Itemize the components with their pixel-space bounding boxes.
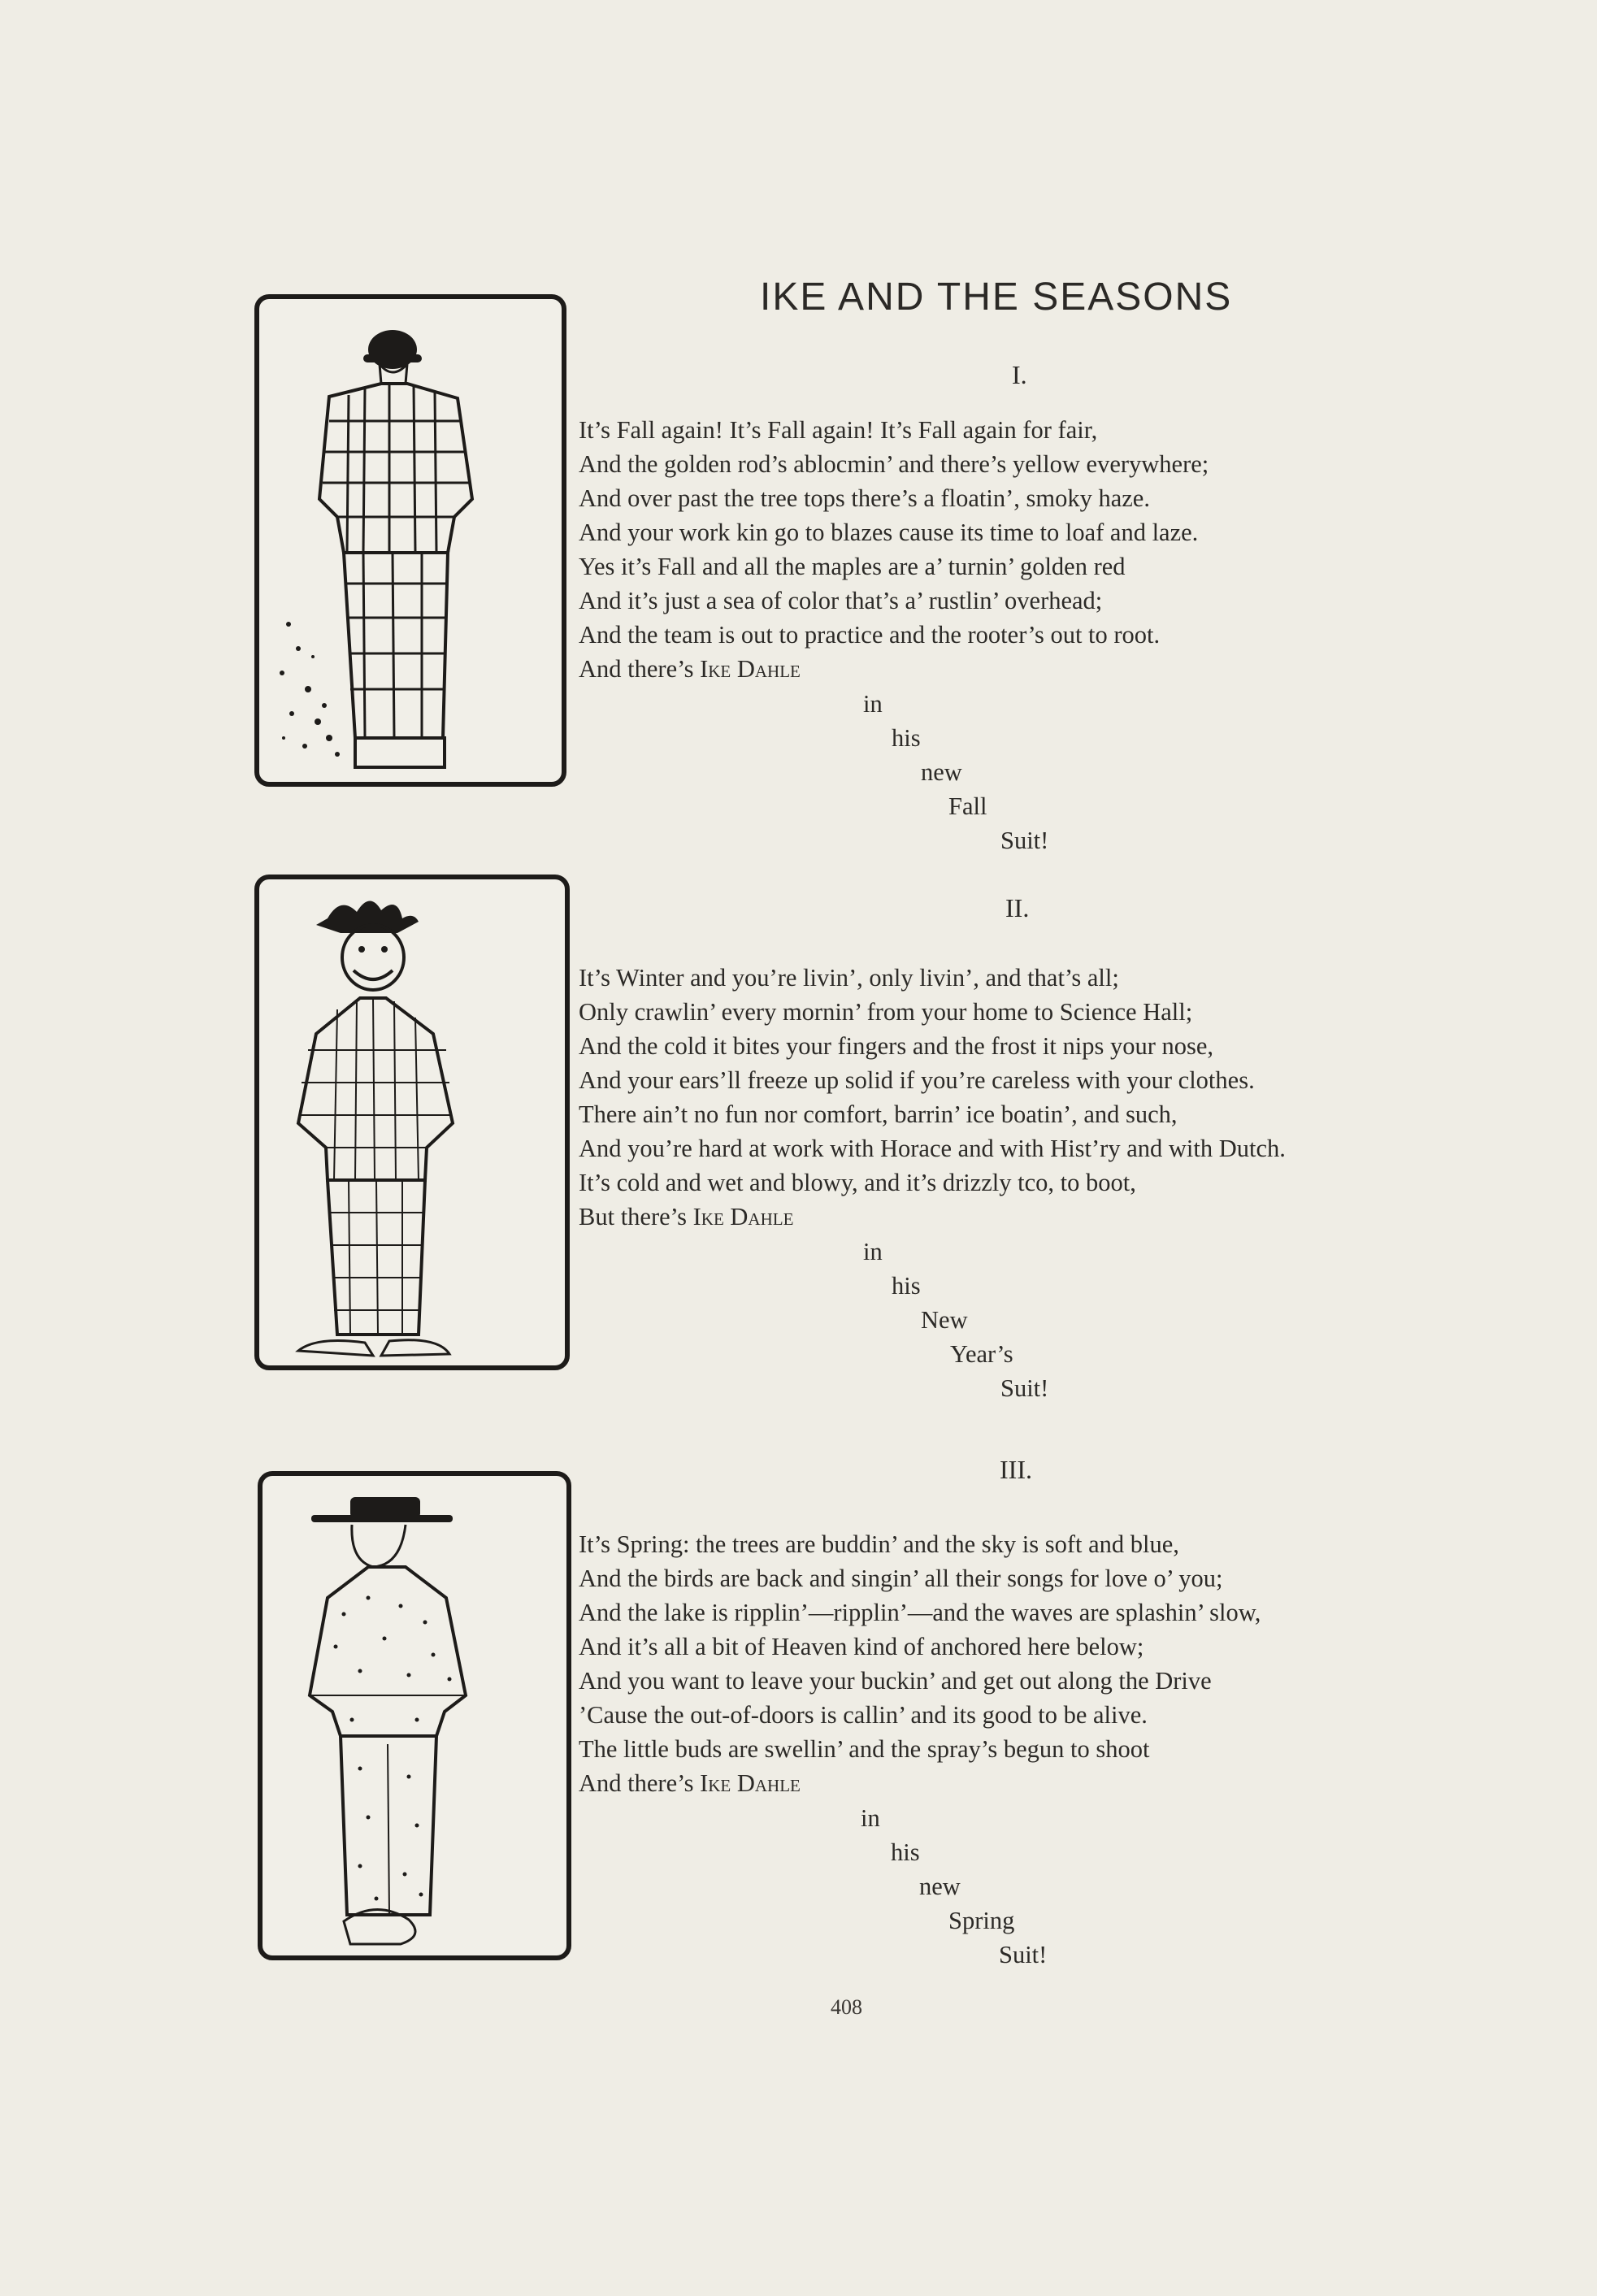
verse-line: And over past the tree tops there’s a floatin’, smoky haze.: [579, 484, 1150, 512]
step-word: new: [921, 758, 962, 786]
verse-line: It’s Winter and you’re livin’, only livin’, and that’s all;: [579, 964, 1119, 992]
verse-line: It’s Spring: the trees are buddin’ and the sky is soft and blue,: [579, 1530, 1179, 1558]
step-word: Fall: [948, 792, 987, 820]
stanza-spring: [579, 1527, 1261, 1800]
character-name: Ike Dahle: [700, 1769, 801, 1797]
illustration-spring: [258, 1471, 571, 1960]
verse-line: And the cold it bites your fingers and the frost it nips your nose,: [579, 1032, 1214, 1060]
stanza-winter: [579, 961, 1286, 1234]
checkered-suit-figure-icon: [259, 879, 565, 1365]
verse-line: And your work kin go to blazes cause its time to loaf and laze.: [579, 519, 1199, 546]
name-intro: And there’s: [579, 655, 694, 683]
character-name: Ike Dahle: [700, 655, 801, 683]
step-word: his: [891, 1838, 920, 1866]
verse-line: It’s cold and wet and blowy, and it’s drizzly tco, to boot,: [579, 1169, 1136, 1196]
verse-line: [579, 652, 1209, 686]
page-number: 408: [831, 1995, 862, 2019]
verse-line: And you want to leave your buckin’ and get out along the Drive: [579, 1667, 1212, 1695]
page-title: IKE AND THE SEASONS: [760, 276, 1233, 319]
verse-line: And your ears’ll freeze up solid if you’re careless with your clothes.: [579, 1066, 1255, 1094]
section-numeral: II.: [1005, 893, 1030, 922]
plaid-suit-figure-icon: [259, 299, 562, 782]
verse-line: And it’s all a bit of Heaven kind of anchored here below;: [579, 1633, 1144, 1660]
verse-line: And the lake is ripplin’—ripplin’—and the waves are splashin’ slow,: [579, 1599, 1261, 1626]
character-name: Ike Dahle: [692, 1203, 794, 1230]
name-intro: But there’s: [579, 1203, 687, 1230]
step-word: Spring: [948, 1907, 1015, 1934]
verse-line: The little buds are swellin’ and the spray’s begun to shoot: [579, 1735, 1150, 1763]
illustration-winter: [254, 875, 570, 1370]
stanza-fall: [579, 413, 1209, 686]
step-word: in: [863, 1238, 883, 1265]
verse-line: And it’s just a sea of color that’s a’ rustlin’ overhead;: [579, 587, 1103, 614]
step-word: his: [892, 724, 921, 752]
verse-line: And the team is out to practice and the rooter’s out to root.: [579, 621, 1161, 649]
verse-line: It’s Fall again! It’s Fall again! It’s Fall again for fair,: [579, 416, 1098, 444]
step-word: New: [921, 1306, 968, 1334]
step-word: new: [919, 1873, 961, 1900]
verse-line: There ain’t no fun nor comfort, barrin’ ice boatin’, and such,: [579, 1100, 1178, 1128]
step-word: in: [861, 1804, 880, 1832]
name-intro: And there’s: [579, 1769, 694, 1797]
section-numeral: III.: [1000, 1455, 1032, 1484]
verse-line: And the birds are back and singin’ all their songs for love o’ you;: [579, 1565, 1223, 1592]
step-word: Year’s: [950, 1340, 1013, 1368]
verse-line: Yes it’s Fall and all the maples are a’ turnin’ golden red: [579, 553, 1126, 580]
section-numeral: I.: [1012, 360, 1027, 389]
dotted-suit-figure-icon: [263, 1476, 566, 1955]
illustration-fall: [254, 294, 566, 787]
verse-line: ’Cause the out-of-doors is callin’ and its good to be alive.: [579, 1701, 1148, 1729]
verse-line: And the golden rod’s ablocmin’ and there’s yellow everywhere;: [579, 450, 1209, 478]
verse-line: And you’re hard at work with Horace and with Hist’ry and with Dutch.: [579, 1135, 1286, 1162]
verse-line: Only crawlin’ every mornin’ from your home to Science Hall;: [579, 998, 1193, 1026]
step-word: his: [892, 1272, 921, 1300]
verse-line: [579, 1200, 1286, 1234]
verse-line: [579, 1766, 1261, 1800]
step-word: in: [863, 690, 883, 718]
step-word: Suit!: [1000, 1374, 1049, 1402]
step-word: Suit!: [999, 1941, 1048, 1968]
step-word: Suit!: [1000, 827, 1049, 854]
